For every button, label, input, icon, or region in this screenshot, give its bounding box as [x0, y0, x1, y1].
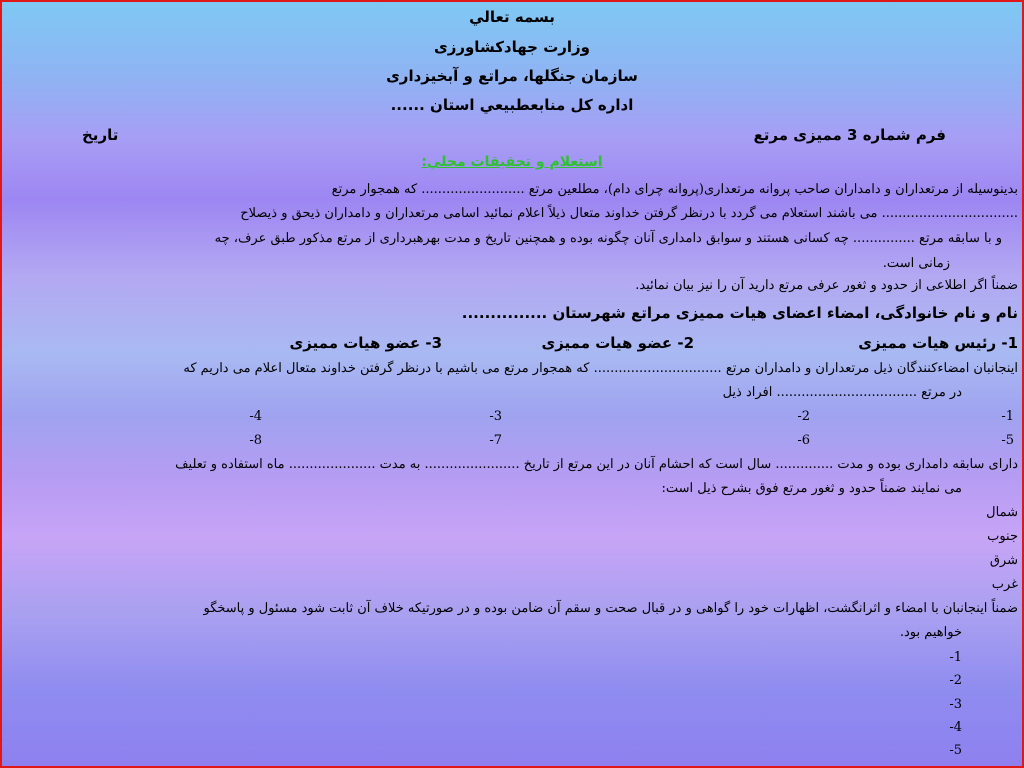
form-title: فرم شماره 3 مميزی مرتع — [753, 126, 946, 144]
list-number: 3- — [489, 409, 502, 424]
paragraph1-line5: ضمناً اگر اطلاعی از حدود و ثغور عرفی مرتع داريد آن را نيز بيان نمائيد. — [635, 278, 1018, 293]
paragraph4-line2: خواهيم بود. — [899, 625, 962, 640]
member-1: 1- رئيس هيات مميزی — [858, 334, 1018, 352]
paragraph1-line1: بدينوسيله از مرتعداران و دامداران صاحب پروانه مرتعداری(پروانه چرای دام)، مطلعين مرتع ......................... كه همجوار مرتع — [331, 182, 1018, 197]
direction-south: جنوب — [987, 529, 1018, 544]
direction-east: شرق — [989, 553, 1018, 568]
members-heading: نام و نام خانوادگی، امضاء اعضای هيات مميزی مراتع شهرستان ............... — [461, 304, 1018, 322]
header-office: اداره كل منابعطبيعي استان ...... — [390, 96, 634, 114]
paragraph3-line2: می نمايند ضمناً حدود و ثغور مرتع فوق بشرح ذيل است: — [661, 481, 962, 496]
direction-west: غرب — [991, 577, 1018, 592]
direction-north: شمال — [986, 505, 1018, 520]
header-bismillah: بسمه تعالي — [469, 8, 555, 26]
list-number: 8- — [249, 433, 262, 448]
paragraph2-line1: اينجانبان امضاءكنندگان ذيل مرتعداران و دامداران مرتع ............................... كه همجوار مرتع می باشيم با درنظر گرفتن خداوند متعال اعلام می داريم كه — [183, 361, 1018, 376]
paragraph2-line2: در مرتع .................................. افراد ذيل — [722, 385, 962, 400]
paragraph1-line2: ................................. می باشند استعلام می گردد با درنظر گرفتن خداوند متعال ذيلاً اعلام نمائيد اسامی مرتعداران و دامداران ذيحق و ذيصلاح — [240, 206, 1018, 221]
paragraph4-line1: ضمناً اينجانبان با امضاء و اثرانگشت، اظهارات خود را گواهی و در قبال صحت و سقم آن ضامن بوده و در صورتيكه خلاف آن ثابت شود مسئول و پاسخگو — [203, 601, 1018, 616]
header-organization: سازمان جنگلها، مراتع و آبخيزداری — [386, 67, 638, 85]
paragraph3-line1: دارای سابقه دامداری بوده و مدت .............. سال است كه احشام آنان در اين مرتع از تاريخ ....................... به مدت ..................... ماه استفاده و تعليف — [175, 457, 1018, 472]
signer-number: 4- — [949, 720, 962, 735]
signer-number: 3- — [949, 697, 962, 712]
signer-number: 2- — [949, 673, 962, 688]
paragraph1-line3: و با سابقه مرتع ............... چه كسانی هستند و سوابق دامداری آنان چگونه بوده و همچنين تاريخ و مدت بهرهبرداری از مرتع مذكور طبق عرف، چه — [214, 231, 1002, 246]
list-number: 2- — [797, 409, 810, 424]
section-title: استعلام و تحقيقات محلي: — [421, 154, 603, 170]
date-label: تاريخ — [82, 126, 119, 144]
paragraph1-line4: زمانی است. — [882, 256, 950, 271]
list-number: 5- — [1001, 433, 1014, 448]
header-ministry: وزارت جهادكشاورزی — [433, 38, 591, 56]
list-number: 7- — [489, 433, 502, 448]
member-2: 2- عضو هيات مميزی — [541, 334, 694, 352]
list-number: 1- — [1001, 409, 1014, 424]
list-number: 6- — [797, 433, 810, 448]
member-3: 3- عضو هيات مميزی — [289, 334, 442, 352]
signer-number: 5- — [949, 743, 962, 758]
signer-number: 1- — [949, 650, 962, 665]
list-number: 4- — [249, 409, 262, 424]
